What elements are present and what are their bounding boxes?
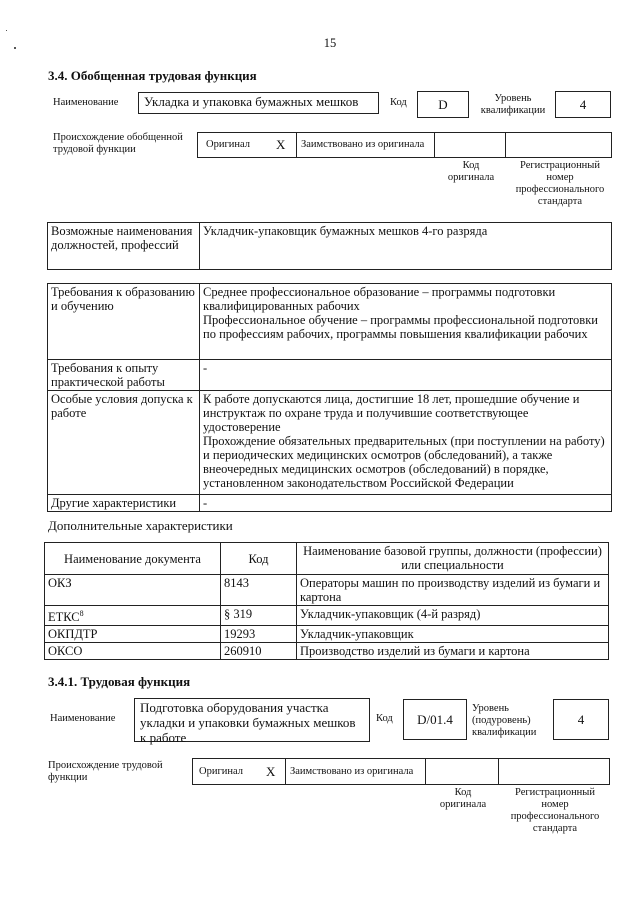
origin-divider [285,758,286,785]
function-code-value: D/01.4 [417,712,453,727]
req-education-label: Требования к образованию и обучению [48,284,200,360]
code-value: D [438,97,448,112]
doc-cell [45,606,221,626]
req-other-value: - [200,495,612,512]
positions-table [47,222,612,270]
function-original-label: Оригинал [199,766,243,777]
scan-speck [6,30,7,31]
doc-name: ЕТКС [48,610,80,625]
additional-title: Дополнительные характеристики [48,518,233,533]
origin-divider [505,132,506,158]
footnote-ref: 8 [79,609,84,618]
borrowed-label: Заимствовано из оригинала [301,139,425,150]
section-title: 3.4. Обобщенная трудовая функция [48,68,257,83]
function-borrowed-label: Заимствовано из оригинала [290,766,414,777]
function-reg-number-caption: Регистрационный номер профессионального стандарта [510,787,600,834]
function-code-label: Код [376,713,393,724]
header-name: Наименование базовой группы, должности (профессии) или специальности [297,543,609,575]
level-value-box [555,91,611,118]
table-row [45,643,609,660]
function-name-value: Подготовка оборудования участка укладки и упаковки бумажных мешков к работе [140,700,356,745]
table-row [45,626,609,643]
table-row [48,360,612,391]
code-cell: 260910 [221,643,297,660]
name-label: Наименование [53,97,119,108]
name-cell: Операторы машин по производству изделий из бумаги и картона [297,575,609,606]
table-row [48,223,612,270]
reg-number-caption: Регистрационный номер профессионального стандарта [515,160,605,207]
table-row [48,284,612,360]
origin-divider [296,132,297,158]
function-name-label: Наименование [50,713,116,724]
function-level-value: 4 [577,712,585,727]
req-line: К работе допускаются лица, достигшие 18 лет, прошедшие обучение и инструктаж по охране труда и получившие соответствующее удостоверение [203,392,580,434]
origin-divider [434,132,435,158]
function-code-box [403,699,467,740]
req-other-label: Другие характеристики [48,495,200,512]
req-education-value [200,284,612,360]
req-experience-label: Требования к опыту практической работы [48,360,200,391]
code-cell: 19293 [221,626,297,643]
function-original-mark: X [266,764,276,779]
origin-divider [425,758,426,785]
req-conditions-value [200,391,612,495]
code-value-box [417,91,469,118]
table-header-row [45,543,609,575]
code-cell: § 319 [221,606,297,626]
function-origin-code-caption: Код оригинала [439,787,487,810]
header-code: Код [221,543,297,575]
positions-value: Укладчик-упаковщик бумажных мешков 4-го разряда [200,223,612,270]
req-experience-value: - [200,360,612,391]
doc-cell: ОКСО [45,643,221,660]
name-value-box [138,92,379,114]
function-title: 3.4.1. Трудовая функция [48,674,191,689]
header-doc: Наименование документа [45,543,221,575]
requirements-table [47,283,612,512]
req-line: Профессиональное обучение – программы профессиональной подготовки по профессиям рабочих, программы повышения квалификации рабочих [203,313,598,341]
origin-divider [498,758,499,785]
table-row [48,391,612,495]
doc-cell: ОКПДТР [45,626,221,643]
table-row [45,575,609,606]
page-number: 15 [323,36,337,50]
level-label: Уровень квалификации [480,93,546,116]
name-cell: Укладчик-упаковщик (4-й разряд) [297,606,609,626]
doc-cell: ОКЗ [45,575,221,606]
original-label: Оригинал [206,139,250,150]
function-level-box [553,699,609,740]
code-cell: 8143 [221,575,297,606]
name-cell: Производство изделий из бумаги и картона [297,643,609,660]
function-origin-label: Происхождение трудовой функции [48,760,163,783]
positions-label: Возможные наименования должностей, профессий [48,223,200,270]
scan-speck [14,47,16,49]
name-cell: Укладчик-упаковщик [297,626,609,643]
name-value: Укладка и упаковка бумажных мешков [144,94,359,109]
req-line: Среднее профессиональное образование – программы подготовки квалифицированных рабочих [203,285,556,313]
level-value: 4 [579,97,587,112]
function-level-label: Уровень (подуровень) квалификации [472,703,537,738]
table-row [48,495,612,512]
origin-label: Происхождение обобщенной трудовой функции [53,132,183,155]
origin-code-caption: Код оригинала [447,160,495,183]
code-label: Код [390,97,407,108]
function-name-box [134,698,370,745]
table-row [45,606,609,626]
additional-table [44,542,609,660]
original-mark: X [276,137,286,152]
req-line: Прохождение обязательных предварительных (при поступлении на работу) и периодических медицинских осмотров (обследований), а также внеочередных медицинских осмотров (обследований) в порядке, установленном законодательством Российской Федерации [203,434,605,490]
req-conditions-label: Особые условия допуска к работе [48,391,200,495]
